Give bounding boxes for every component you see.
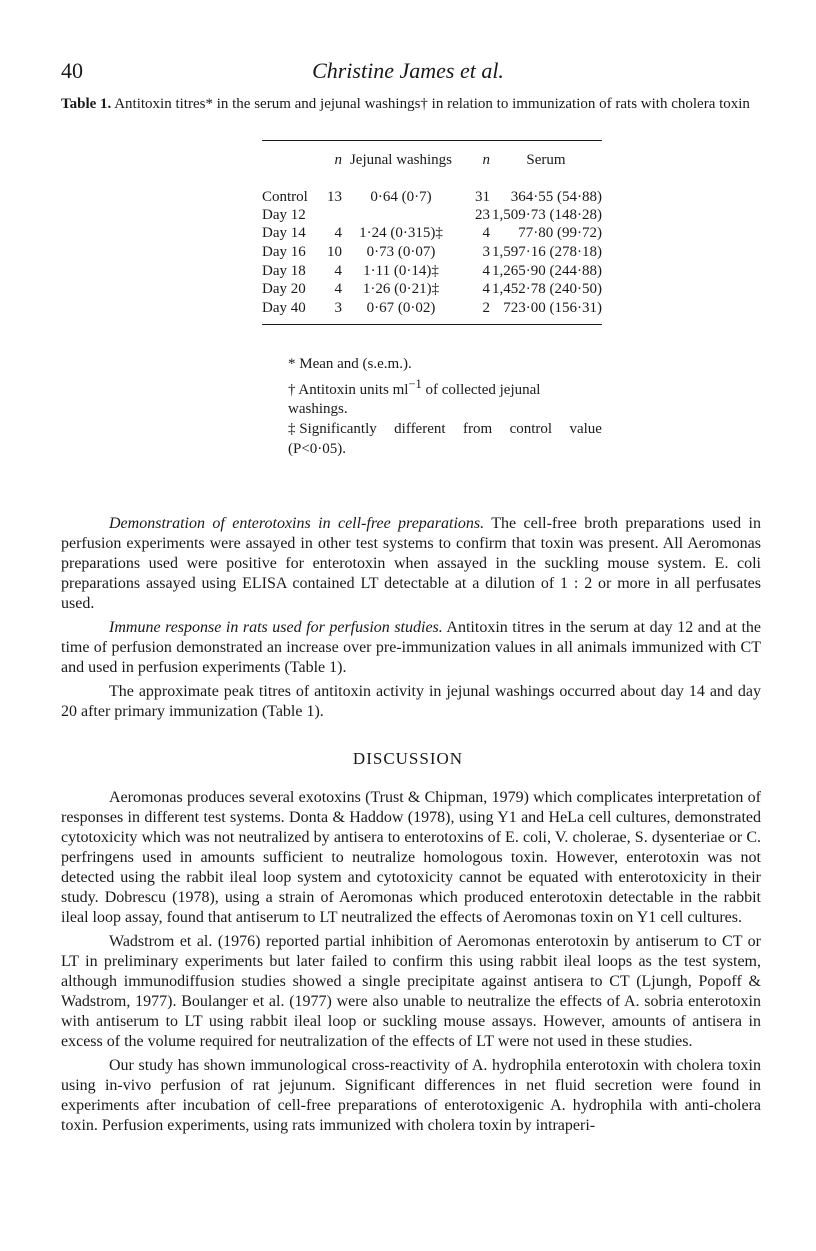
cell-n-serum: 23 [475, 206, 490, 223]
discussion-text [61, 788, 761, 1140]
cell-serum: 1,265·90 (244·88) [492, 262, 602, 279]
cell-n-jejunal: 10 [327, 243, 342, 260]
cell-jejunal: 1·24 (0·315)‡ [359, 225, 443, 242]
footnote-word: ‡ Significantly [288, 421, 377, 437]
cell-serum: 1,452·78 (240·50) [492, 281, 602, 298]
table-caption-text: Antitoxin titres* in the serum and jejunal washings† in relation to immunization of rats with cholera toxin [111, 96, 750, 112]
cell-n-jejunal [324, 206, 342, 225]
paragraph-body: Antitoxin titres in the serum at day 12 and at the time of perfusion demonstrated an increase over pre-immunization values in all animals immunized with CT and used in perfusion experiments (Table 1). [61, 619, 761, 676]
table-header-row [262, 141, 602, 179]
run-in-heading: Immune response in rats used for perfusion studies. [109, 619, 443, 636]
footnote-units [288, 375, 602, 419]
cell-serum: 723·00 (156·31) [503, 299, 602, 316]
page-number: 40 [61, 58, 83, 83]
footnote-significance [288, 420, 602, 439]
footnote-units-text: † Antitoxin units ml [288, 382, 409, 398]
cell-serum: 77·80 (99·72) [518, 225, 602, 242]
cell-group: Day 12 [262, 206, 306, 223]
running-head: Christine James et al. [312, 58, 504, 83]
table-row [262, 299, 602, 318]
paragraph-body: The cell-free broth preparations used in perfusion experiments were assayed in other test systems to confirm that toxin was present. All Aeromonas preparations used were positive for enterotoxin when assayed in the suckling mouse system. E. coli preparations assayed using ELISA contained LT detectable at a dilution of 1 : 2 or more in all perfusates used. [61, 515, 761, 612]
cell-group: Control [262, 189, 308, 205]
cell-group: Day 18 [262, 262, 306, 279]
table-row [262, 280, 602, 299]
discussion-heading: DISCUSSION [352, 749, 464, 768]
footnote-word: different [394, 421, 446, 437]
cell-n-jejunal: 4 [334, 225, 342, 242]
footnote-mean: * Mean and (s.e.m.). [288, 356, 412, 372]
results-text [61, 514, 761, 726]
cell-n-serum: 3 [482, 243, 490, 260]
antitoxin-table [262, 140, 602, 325]
cell-n-jejunal: 4 [334, 262, 342, 279]
antitoxin-table-grid [262, 141, 602, 318]
table-row [262, 179, 602, 206]
table-caption [61, 94, 761, 114]
results-paragraph-enterotoxins [61, 514, 761, 614]
cell-jejunal: 1·11 (0·14)‡ [363, 262, 439, 279]
footnote-word: from [462, 421, 493, 437]
cell-group: Day 14 [262, 225, 306, 242]
table-row [262, 262, 602, 281]
results-paragraph-immune-response [61, 618, 761, 678]
table-row [262, 225, 602, 244]
table-caption-label: Table 1. [61, 96, 112, 112]
column-header-serum: Serum [526, 151, 566, 168]
cell-serum: 364·55 (54·88) [510, 189, 602, 205]
table-row [262, 206, 602, 225]
results-paragraph-peak-titres: The approximate peak titres of antitoxin activity in jejunal washings occurred about day 14 and day 20 after primary immunization (Table 1). [61, 683, 761, 720]
table-row [262, 243, 602, 262]
cell-group: Day 40 [262, 299, 306, 316]
cell-jejunal: 0·73 (0·07) [366, 243, 436, 260]
column-header-n-jejunal: n [334, 151, 342, 168]
column-header-jejunal-washings: Jejunal washings [349, 151, 453, 168]
discussion-paragraph: Our study has shown immunological cross-reactivity of A. hydrophila enterotoxin with cholera toxin using in-vivo perfusion of rat jejunum. Significant differences in net fluid secretion were found in experiments after incubation of cell-free preparations of enterotoxigenic A. hydrophila with anti-cholera toxin. Perfusion experiments, using rats immunized with cholera toxin by intraperi- [61, 1057, 761, 1134]
footnote-word: value [569, 421, 602, 437]
footnote-units-text-end: of collected jejunal washings. [288, 382, 541, 417]
cell-n-serum: 2 [482, 299, 490, 316]
table-footnotes [288, 355, 602, 460]
cell-jejunal: 0·64 (0·7) [370, 189, 432, 205]
footnote-units-superscript: −1 [408, 377, 422, 391]
footnote-p-value: (P<0·05). [288, 441, 347, 457]
cell-n-jejunal: 4 [334, 281, 342, 298]
column-header-n-serum: n [482, 151, 490, 168]
cell-n-serum: 4 [482, 225, 490, 242]
cell-jejunal [342, 206, 460, 225]
cell-n-jejunal: 3 [334, 299, 342, 316]
cell-jejunal: 0·67 (0·02) [366, 299, 436, 316]
discussion-paragraph: Wadstrom et al. (1976) reported partial inhibition of Aeromonas enterotoxin by antiserum to CT or LT in preliminary experiments but later failed to confirm this using rabbit ileal loops as the test system, although immunodiffusion studies showed a single precipitate against antisera to CT (Ljungh, Popoff & Wadstrom, 1977). Boulanger et al. (1977) were also unable to neutralize the effects of A. sobria enterotoxin with antiserum to LT using rabbit ileal loop or suckling mouse assays. However, amounts of antisera in excess of the volume required for neutralization of the effects of LT were not used in these studies. [61, 933, 761, 1050]
cell-serum: 1,509·73 (148·28) [492, 206, 602, 223]
cell-serum: 1,597·16 (278·18) [492, 243, 602, 260]
cell-n-serum: 31 [475, 189, 490, 205]
cell-group: Day 20 [262, 281, 306, 298]
cell-group: Day 16 [262, 243, 306, 260]
cell-n-jejunal: 13 [327, 189, 342, 205]
discussion-paragraph: Aeromonas produces several exotoxins (Trust & Chipman, 1979) which complicates interpretation of responses in different test systems. Donta & Haddow (1978), using Y1 and HeLa cell cultures, demonstrated cytotoxicity which was not neutralized by antisera to enterotoxins of E. coli, V. cholerae, S. dysenteriae or C. perfringens used in amounts sufficient to neutralize homologous toxin. However, enterotoxin was not detected using the rabbit ileal loop system and cytotoxicity cannot be equated with enterotoxicity in their study. Dobrescu (1978), using a strain of Aeromonas which produced enterotoxin detectable in the rabbit ileal loop assay, found that antiserum to LT neutralized the effects of Aeromonas toxin on Y1 cell cultures. [61, 789, 761, 926]
cell-jejunal: 1·26 (0·21)‡ [362, 281, 440, 298]
run-in-heading: Demonstration of enterotoxins in cell-free preparations. [109, 515, 485, 532]
footnote-word: control [509, 421, 553, 437]
cell-n-serum: 4 [482, 281, 490, 298]
cell-n-serum: 4 [482, 262, 490, 279]
table-bottom-rule [262, 324, 602, 325]
column-header-group [262, 141, 324, 179]
